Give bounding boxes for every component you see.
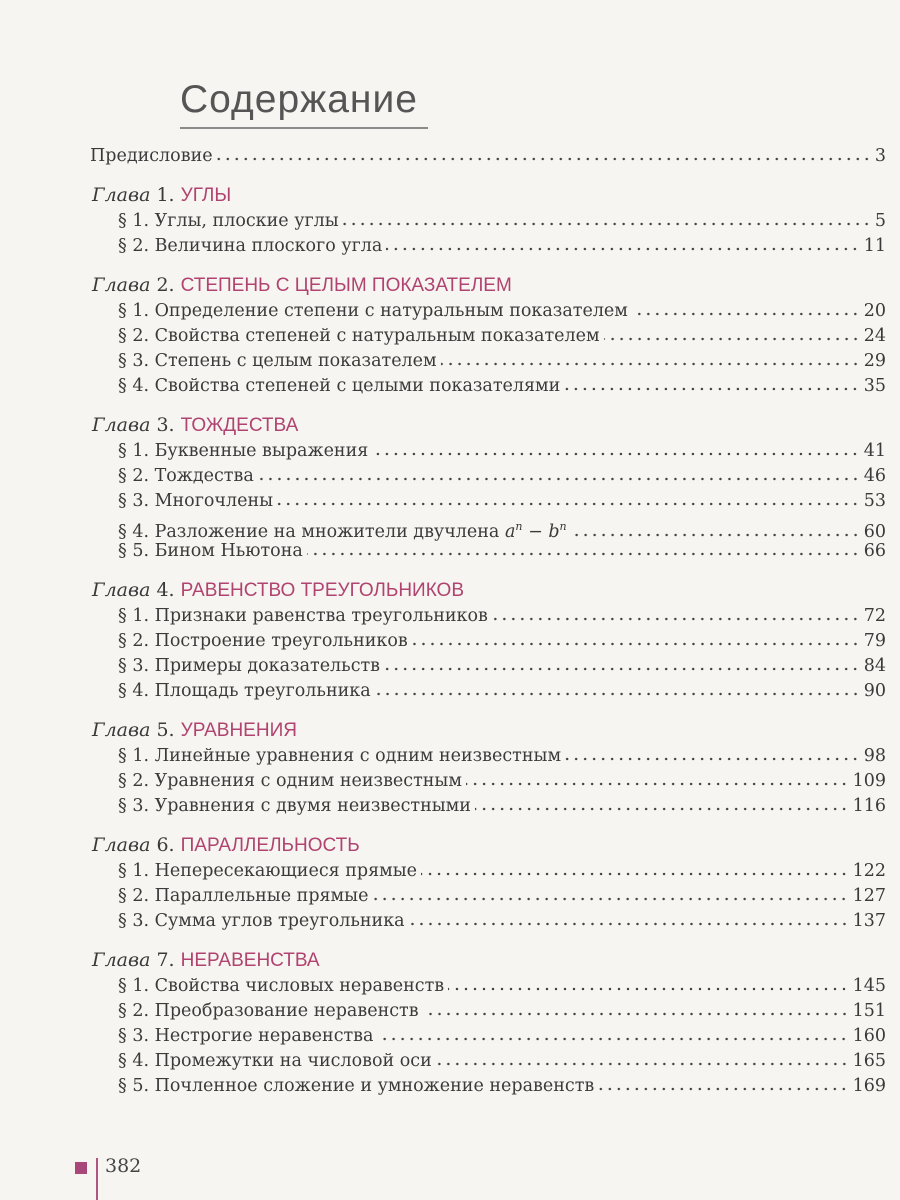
toc-entry[interactable] <box>90 744 886 769</box>
dot-leader <box>307 552 860 556</box>
dot-leader <box>412 642 860 646</box>
toc-entry[interactable] <box>90 299 886 324</box>
dot-leader <box>604 337 860 341</box>
toc-entry[interactable] <box>90 374 886 399</box>
toc-entry[interactable] <box>90 999 886 1024</box>
toc-entry[interactable] <box>90 629 886 654</box>
entry-page: 29 <box>863 351 886 371</box>
dot-leader <box>375 692 860 696</box>
entry-label: § 1. Непересекающиеся прямые <box>118 861 418 881</box>
dot-leader <box>386 247 859 251</box>
entry-label: § 1. Буквенные выражения <box>118 441 369 461</box>
toc-entry[interactable] <box>90 1024 886 1049</box>
toc-entry[interactable] <box>90 324 886 349</box>
chapter-heading[interactable] <box>90 272 886 298</box>
dot-leader <box>343 222 871 226</box>
entry-page: 169 <box>852 1076 886 1096</box>
dot-leader <box>571 533 860 537</box>
entry-label: § 2. Тождества <box>118 466 254 486</box>
chapter-name: РАВЕНСТВО ТРЕУГОЛЬНИКОВ <box>180 580 465 601</box>
toc-entry[interactable] <box>90 1049 886 1074</box>
entry-label: § 3. Примеры доказательств <box>118 656 381 676</box>
entry-page: 116 <box>852 796 886 816</box>
entry-page: 90 <box>863 681 886 701</box>
chapter-number: 5. <box>156 719 175 741</box>
dot-leader <box>475 807 849 811</box>
toc-entry[interactable] <box>90 794 886 819</box>
toc-entry-preface[interactable] <box>90 144 886 169</box>
entry-page: 5 <box>874 211 886 231</box>
entry-label: § 3. Нестрогие неравенства <box>118 1026 374 1046</box>
footer-square-mark <box>75 1162 87 1174</box>
entry-page: 145 <box>852 976 886 996</box>
chapter-name: ТОЖДЕСТВА <box>180 415 299 436</box>
chapter-heading[interactable] <box>90 412 886 438</box>
page-number: 382 <box>105 1155 142 1177</box>
toc-entry[interactable] <box>90 514 886 542</box>
toc-entry[interactable] <box>90 1074 886 1099</box>
entry-label: § 1. Признаки равенства треугольников <box>118 606 488 626</box>
chapter-word: Глава <box>92 949 151 971</box>
entry-page: 165 <box>852 1051 886 1071</box>
entry-label: § 4. Свойства степеней с целыми показателями <box>118 376 561 396</box>
dot-leader <box>217 157 871 161</box>
entry-page: 35 <box>863 376 886 396</box>
dot-leader <box>409 922 849 926</box>
title-underline <box>180 127 428 129</box>
entry-page: 109 <box>852 771 886 791</box>
entry-label: § 2. Построение треугольников <box>118 631 408 651</box>
entry-page: 60 <box>863 521 886 542</box>
entry-label: § 2. Величина плоского угла <box>118 236 383 256</box>
dot-leader <box>448 987 848 991</box>
entry-label: § 1. Определение степени с натуральным показателем <box>118 301 628 321</box>
toc-entry[interactable] <box>90 769 886 794</box>
entry-page: 24 <box>863 326 886 346</box>
chapter-number: 6. <box>156 834 175 856</box>
entry-page: 84 <box>863 656 886 676</box>
dot-leader <box>436 1062 849 1066</box>
entry-page: 137 <box>852 911 886 931</box>
chapter-word: Глава <box>92 414 151 436</box>
entry-label: § 2. Параллельные прямые <box>118 886 369 906</box>
toc-entry[interactable] <box>90 604 886 629</box>
chapter-name: УГЛЫ <box>180 185 232 206</box>
entry-label: Предисловие <box>90 146 213 166</box>
page-title: Содержание <box>180 78 418 121</box>
dot-leader <box>377 1037 848 1041</box>
entry-label: § 1. Свойства числовых неравенств <box>118 976 445 996</box>
chapter-number: 3. <box>156 414 175 436</box>
dot-leader <box>564 387 859 391</box>
chapter-word: Глава <box>92 184 151 206</box>
entry-page: 160 <box>852 1026 886 1046</box>
chapter-name: СТЕПЕНЬ С ЦЕЛЫМ ПОКАЗАТЕЛЕМ <box>180 275 512 296</box>
chapter-list <box>90 182 886 1099</box>
chapter-heading[interactable] <box>90 717 886 743</box>
dot-leader <box>466 782 849 786</box>
dot-leader <box>423 1012 849 1016</box>
toc-entry[interactable] <box>90 439 886 464</box>
chapter-heading[interactable] <box>90 577 886 603</box>
entry-label: § 5. Почленное сложение и умножение неравенств <box>118 1076 595 1096</box>
dot-leader <box>492 617 860 621</box>
chapter-word: Глава <box>92 834 151 856</box>
dot-leader <box>277 502 860 506</box>
dot-leader <box>258 477 860 481</box>
entry-page: 41 <box>863 441 886 461</box>
entry-label: § 5. Бином Ньютона <box>118 541 303 561</box>
chapter-name: ПАРАЛЛЕЛЬНОСТЬ <box>180 835 360 856</box>
entry-page: 79 <box>863 631 886 651</box>
chapter-number: 7. <box>156 949 175 971</box>
entry-page: 20 <box>863 301 886 321</box>
entry-page: 151 <box>852 1001 886 1021</box>
toc-entry[interactable] <box>90 489 886 514</box>
dot-leader <box>384 667 860 671</box>
toc-entry[interactable] <box>90 349 886 374</box>
entry-page: 127 <box>852 886 886 906</box>
toc-entry[interactable] <box>90 234 886 259</box>
entry-page: 53 <box>863 491 886 511</box>
entry-page: 3 <box>874 146 886 166</box>
entry-page: 72 <box>863 606 886 626</box>
entry-page: 11 <box>863 236 886 256</box>
entry-page: 46 <box>863 466 886 486</box>
chapter-heading[interactable] <box>90 947 886 973</box>
chapter-number: 4. <box>156 579 175 601</box>
entry-label: § 1. Линейные уравнения с одним неизвестным <box>118 746 562 766</box>
entry-label: § 4. Промежутки на числовой оси <box>118 1051 432 1071</box>
dot-leader <box>372 897 848 901</box>
entry-label: § 4. Разложение на множители двучлена $a^n - b^n$ <box>118 520 567 542</box>
entry-page: 66 <box>863 541 886 561</box>
chapter-heading[interactable] <box>90 182 886 208</box>
footer-rule <box>96 1158 98 1200</box>
dot-leader <box>421 872 849 876</box>
entry-page: 122 <box>852 861 886 881</box>
entry-label: § 2. Преобразование неравенств <box>118 1001 419 1021</box>
chapter-word: Глава <box>92 719 151 741</box>
chapter-number: 2. <box>156 274 175 296</box>
chapter-number: 1. <box>156 184 175 206</box>
toc-entry[interactable] <box>90 679 886 704</box>
entry-label: § 3. Сумма углов треугольника <box>118 911 405 931</box>
chapter-word: Глава <box>92 274 151 296</box>
toc-entry[interactable] <box>90 859 886 884</box>
entry-label: § 1. Углы, плоские углы <box>118 211 339 231</box>
entry-label: § 3. Уравнения с двумя неизвестными <box>118 796 471 816</box>
table-of-contents <box>90 144 886 1099</box>
toc-entry[interactable] <box>90 654 886 679</box>
entry-page: 98 <box>863 746 886 766</box>
entry-label: § 3. Степень с целым показателем <box>118 351 437 371</box>
entry-label: § 2. Свойства степеней с натуральным показателем <box>118 326 600 346</box>
entry-label: § 3. Многочлены <box>118 491 274 511</box>
dot-leader <box>598 1087 848 1091</box>
dot-leader <box>565 757 860 761</box>
chapter-name: НЕРАВЕНСТВА <box>180 950 320 971</box>
chapter-word: Глава <box>92 579 151 601</box>
dot-leader <box>441 362 860 366</box>
dot-leader <box>632 312 860 316</box>
formula: $a^n - b^n$ <box>504 520 567 542</box>
entry-label: § 4. Площадь треугольника <box>118 681 371 701</box>
toc-entry[interactable] <box>90 909 886 934</box>
chapter-name: УРАВНЕНИЯ <box>180 720 297 741</box>
entry-label: § 2. Уравнения с одним неизвестным <box>118 771 462 791</box>
dot-leader <box>372 452 859 456</box>
toc-entry[interactable] <box>90 974 886 999</box>
chapter-heading[interactable] <box>90 832 886 858</box>
toc-entry[interactable] <box>90 884 886 909</box>
toc-entry[interactable] <box>90 464 886 489</box>
toc-entry[interactable] <box>90 209 886 234</box>
